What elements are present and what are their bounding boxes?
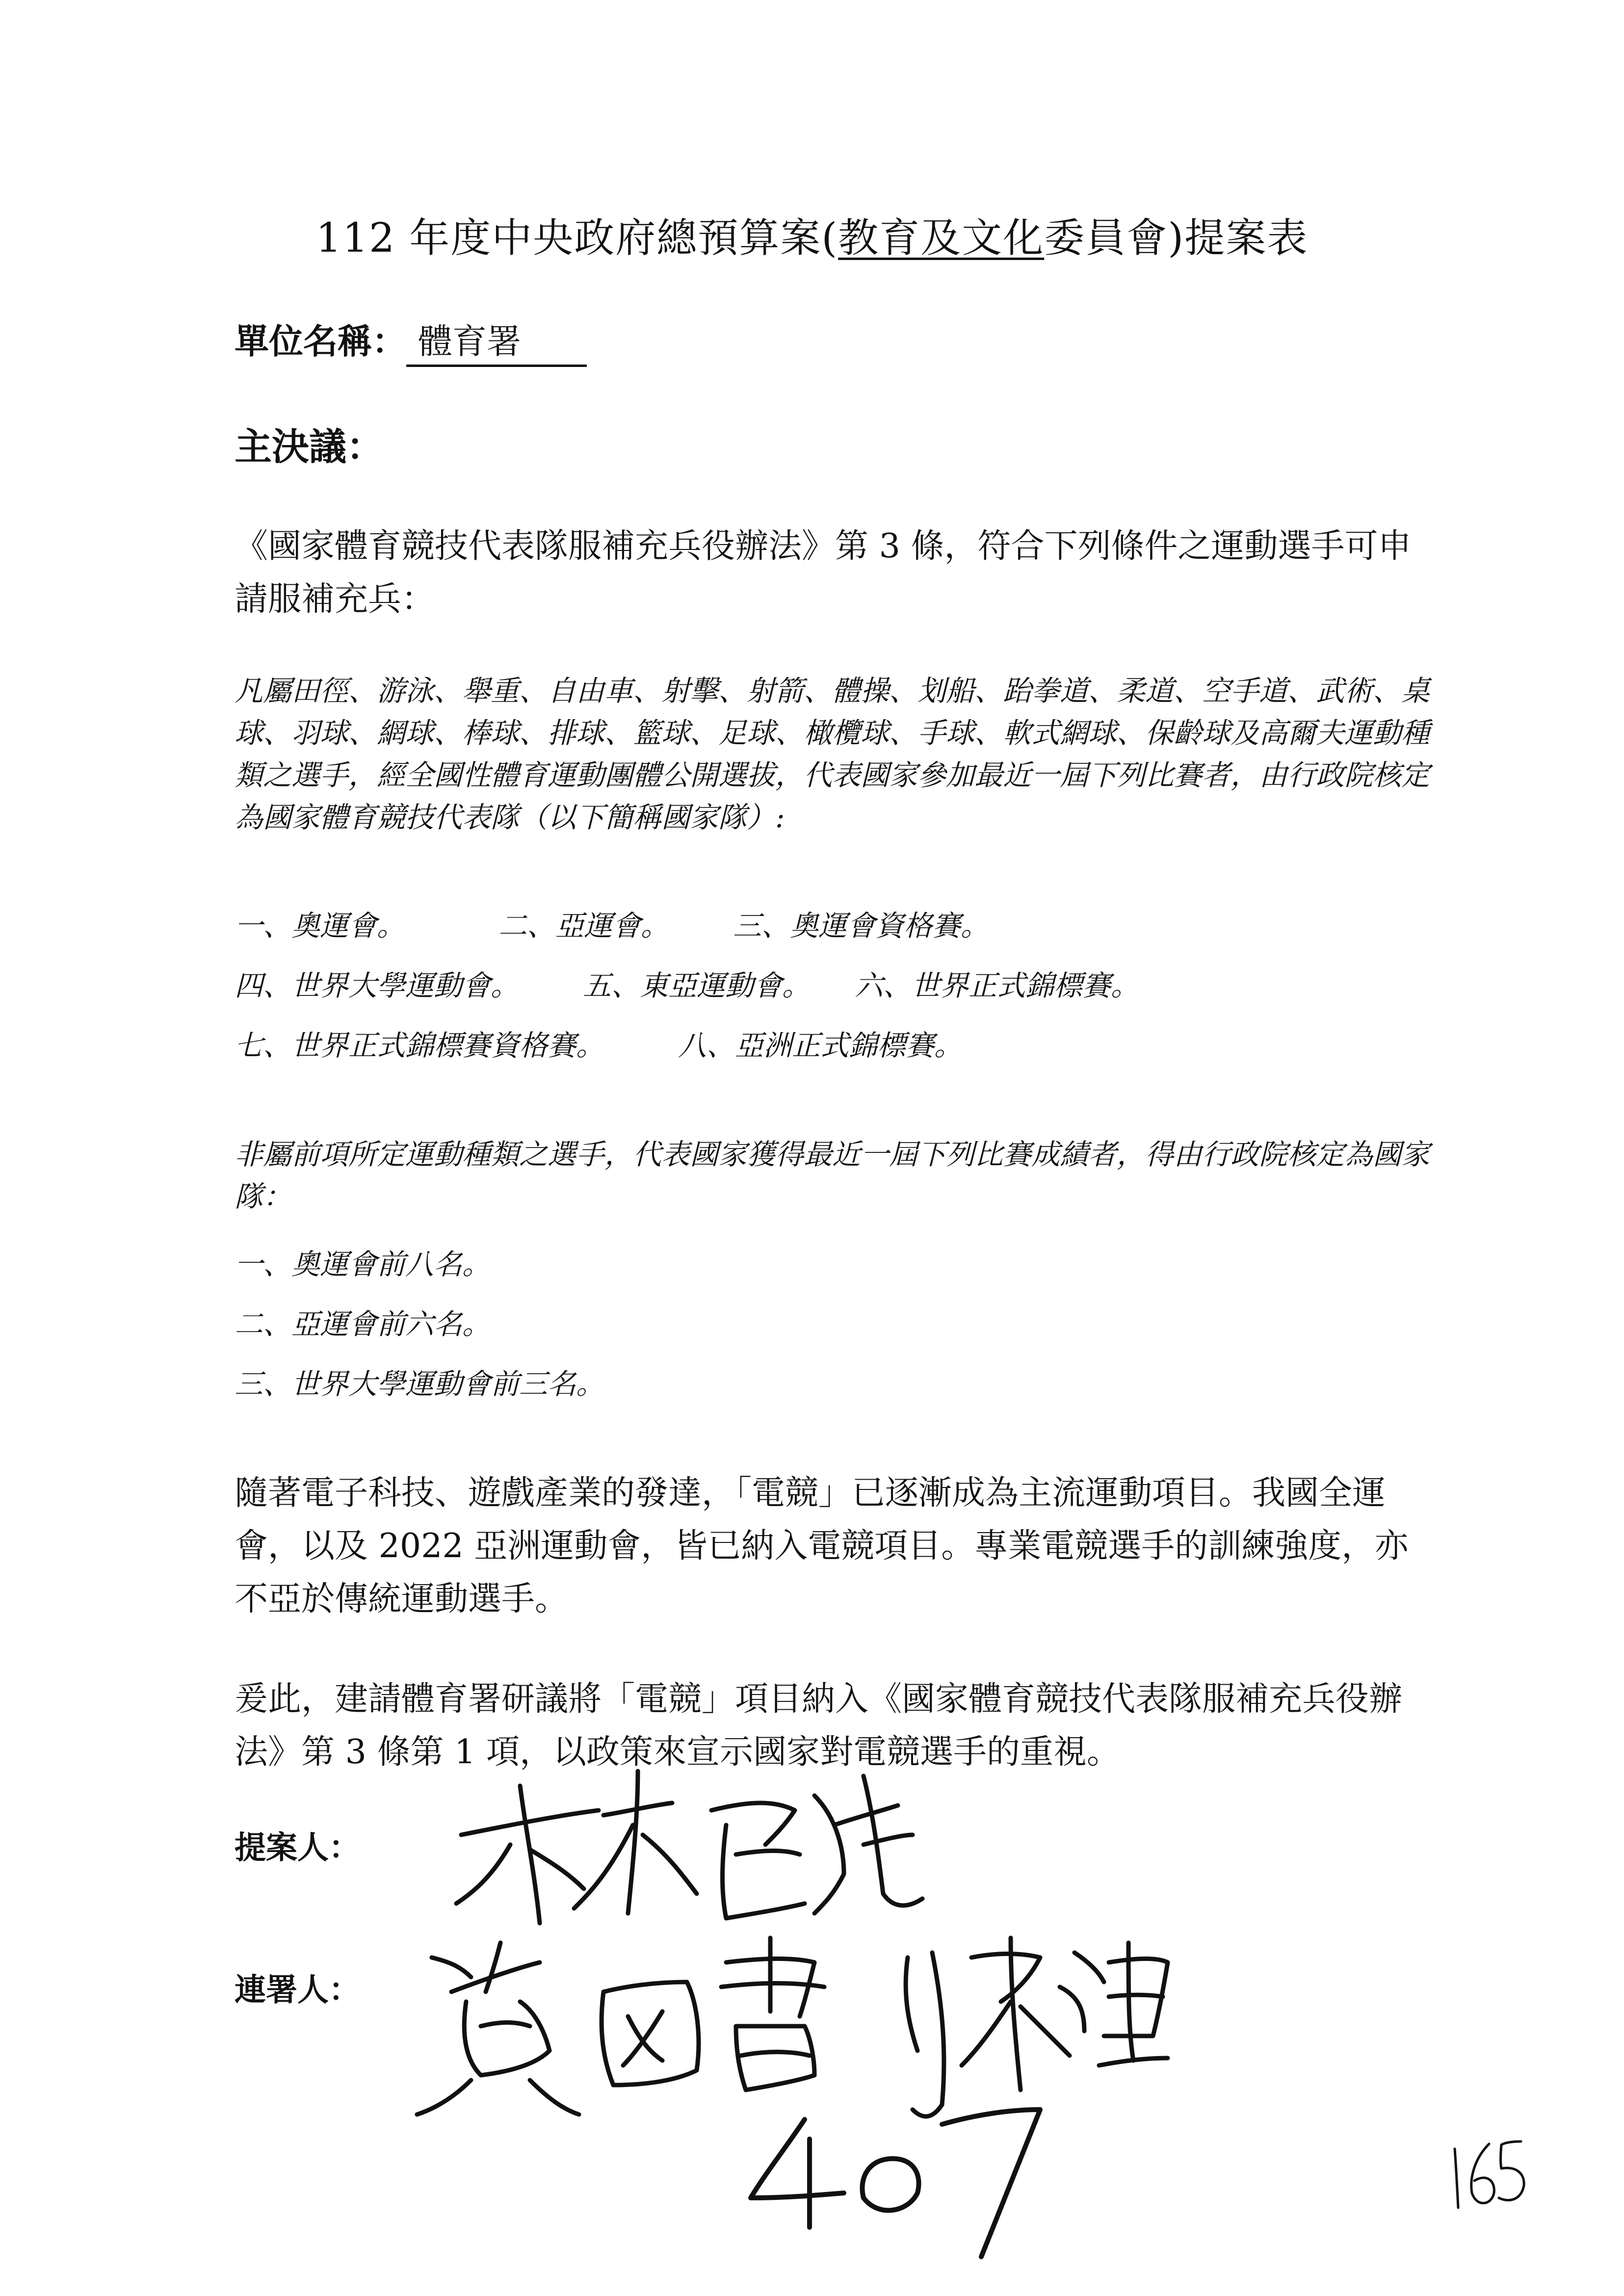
resolution-heading: 主決議： bbox=[235, 425, 384, 469]
cosigner-signature-1 bbox=[417, 1938, 824, 2114]
cosigner-signature-2 bbox=[906, 1938, 1168, 2116]
competition-item: 二、亞運會。 bbox=[498, 909, 670, 942]
unit-label: 單位名稱： bbox=[235, 321, 406, 362]
competition-item: 六、世界正式錦標賽。 bbox=[855, 969, 1140, 1002]
ranking-item: 一、奧運會前八名。 bbox=[235, 1248, 491, 1281]
clause-1: 凡屬田徑、游泳、舉重、自由車、射擊、射箭、體操、划船、跆拳道、柔道、空手道、武術、桌球、羽球、網球、棒球、排球、籃球、足球、橄欖球、手球、軟式網球、保齡球及高爾夫運動種類之選手，經全國性體育運動團體公開選拔，代表國家參加最近一屆下列比賽者，由行政院核定為國家體育競技代表隊（以下簡稱國家隊）: bbox=[235, 674, 1430, 834]
proposer-label: 提案人： bbox=[235, 1829, 360, 1866]
ranking-item: 二、亞運會前六名。 bbox=[235, 1307, 491, 1341]
competition-item: 三、奧運會資格賽。 bbox=[733, 909, 990, 942]
title-suffix: 委員會)提案表 bbox=[1044, 215, 1309, 261]
paragraph-2: 爰此，建請體育署研議將「電競」項目納入《國家體育競技代表隊服補充兵役辦法》第 3 條第 1 項，以政策來宣示國家對電競選手的重視。 bbox=[235, 1680, 1403, 1772]
competition-item: 八、亞洲正式錦標賽。 bbox=[678, 1029, 963, 1062]
clause-2: 非屬前項所定運動種類之選手，代表國家獲得最近一屆下列比賽成績者，得由行政院核定為國家隊： bbox=[235, 1138, 1430, 1213]
competition-item: 五、東亞運動會。 bbox=[583, 969, 811, 1002]
handwritten-number bbox=[751, 2110, 1040, 2257]
paragraph-1: 隨著電子科技、遊戲產業的發達，「電競」已逐漸成為主流運動項目。我國全運會，以及 2022 亞洲運動會，皆已納入電競項目。專業電競選手的訓練強度，亦不亞於傳統運動選手。 bbox=[235, 1474, 1409, 1618]
page-mark bbox=[1455, 2141, 1524, 2208]
title-committee: 教育及文化 bbox=[838, 215, 1045, 261]
competition-item: 七、世界正式錦標賽資格賽。 bbox=[235, 1029, 605, 1062]
proposer-signature bbox=[456, 1771, 922, 1923]
competition-item: 一、奧運會。 bbox=[235, 909, 406, 942]
unit-value: 體育署 bbox=[406, 314, 587, 367]
ranking-item: 三、世界大學運動會前三名。 bbox=[235, 1367, 605, 1401]
competition-item: 四、世界大學運動會。 bbox=[235, 969, 520, 1002]
intro-paragraph: 《國家體育競技代表隊服補充兵役辦法》第 3 條，符合下列條件之運動選手可申請服補充兵： bbox=[235, 527, 1412, 619]
cosigner-label: 連署人： bbox=[235, 1972, 360, 2009]
title-prefix: 112 年度中央政府總預算案( bbox=[315, 215, 838, 261]
